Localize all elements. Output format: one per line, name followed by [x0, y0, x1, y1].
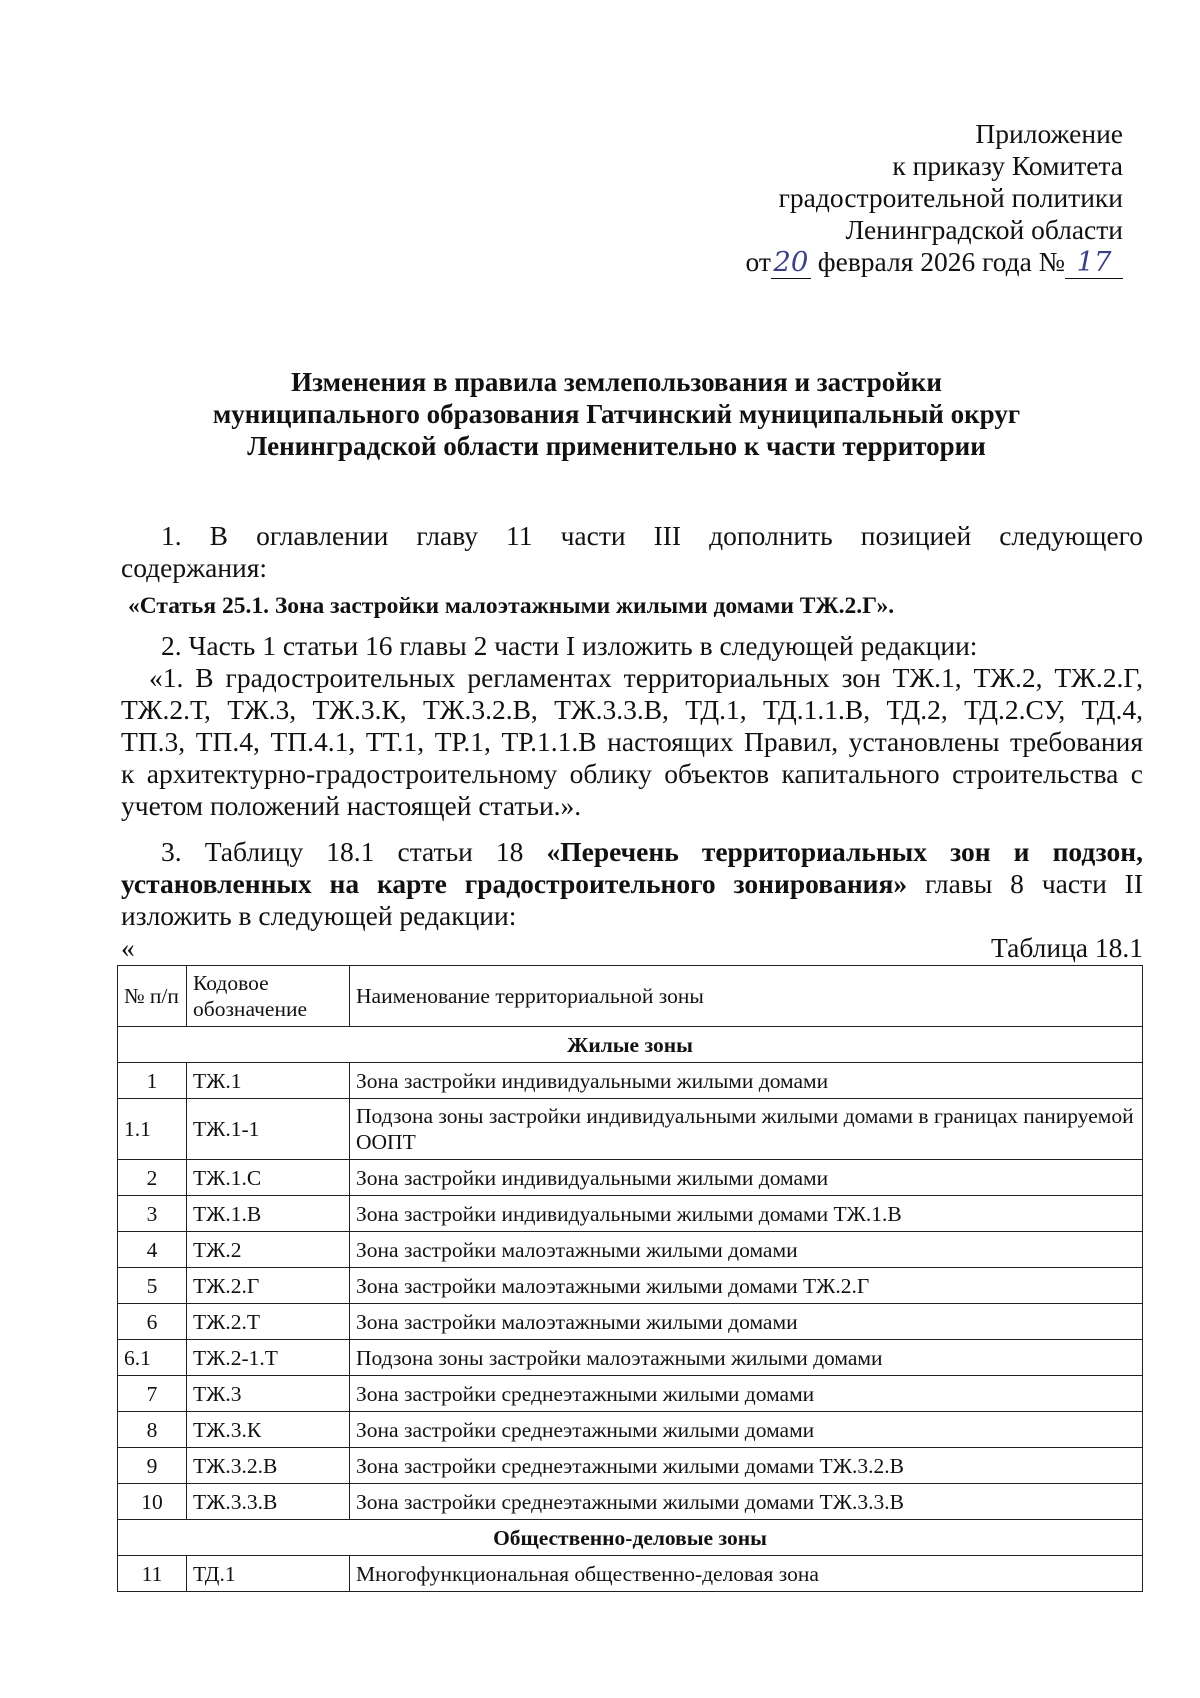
cell-name: Подзона зоны застройки малоэтажными жилыми домами [350, 1340, 1143, 1376]
paragraph-line [121, 868, 1143, 900]
cell-code: ТЖ.1.В [187, 1196, 350, 1232]
cell-name: Зона застройки индивидуальными жилыми домами [350, 1063, 1143, 1099]
cell-name: Зона застройки индивидуальными жилыми домами ТЖ.1.В [350, 1196, 1143, 1232]
table-row [118, 1484, 1143, 1520]
p3-lead: 3. Таблицу 18.1 статьи 18 [161, 836, 547, 867]
cell-num: 10 [118, 1484, 187, 1520]
cell-code: ТЖ.1-1 [187, 1099, 350, 1160]
cell-code: ТЖ.1 [187, 1063, 350, 1099]
cell-num: 5 [118, 1268, 187, 1304]
cell-code: ТД.1 [187, 1556, 350, 1592]
table-row [118, 1232, 1143, 1268]
date-prefix: от [745, 246, 771, 277]
document-title [110, 366, 1123, 462]
paragraph-line [121, 836, 1143, 868]
cell-name: Зона застройки среднеэтажными жилыми домами ТЖ.3.3.В [350, 1484, 1143, 1520]
title-line: Изменения в правила землепользования и застройки [291, 367, 942, 397]
cell-name: Зона застройки малоэтажными жилыми домами ТЖ.2.Г [350, 1268, 1143, 1304]
cell-code: ТЖ.2.Т [187, 1304, 350, 1340]
cell-num: 6 [118, 1304, 187, 1340]
opening-quote: « [121, 932, 135, 963]
title-line: Ленинградской области применительно к части территории [247, 431, 986, 461]
section-title: Жилые зоны [118, 1027, 1143, 1063]
header-name: Наименование территориальной зоны [350, 966, 1143, 1027]
cell-name: Зона застройки малоэтажными жилыми домами [350, 1232, 1143, 1268]
appendix-line: Приложение [975, 118, 1123, 149]
header-code: Кодовое обозначение [187, 966, 350, 1027]
cell-code: ТЖ.2.Г [187, 1268, 350, 1304]
section-title: Общественно-деловые зоны [118, 1520, 1143, 1556]
cell-name: Зона застройки среднеэтажными жилыми домами [350, 1376, 1143, 1412]
cell-code: ТЖ.2-1.Т [187, 1340, 350, 1376]
cell-name: Зона застройки среднеэтажными жилыми домами [350, 1412, 1143, 1448]
cell-num: 9 [118, 1448, 187, 1484]
paragraph-2 [121, 630, 1143, 822]
appendix-line: к приказу Комитета [892, 150, 1123, 181]
section-row [118, 1520, 1143, 1556]
table-row [118, 1556, 1143, 1592]
table-row [118, 1376, 1143, 1412]
paragraph-line: ТЖ.2.Т, ТЖ.3, ТЖ.3.К, ТЖ.3.2.В, ТЖ.3.3.В, ТД.1, ТД.1.1.В, ТД.2, ТД.2.СУ, ТД.4, [121, 694, 1143, 725]
cell-code: ТЖ.1.С [187, 1160, 350, 1196]
appendix-date-line [746, 246, 1123, 279]
table-row [118, 1099, 1143, 1160]
cell-code: ТЖ.3.3.В [187, 1484, 350, 1520]
paragraph-line: «1. В градостроительных регламентах территориальных зон ТЖ.1, ТЖ.2, ТЖ.2.Г, [149, 662, 1143, 693]
article-reference: «Статья 25.1. Зона застройки малоэтажными жилыми домами ТЖ.2.Г». [128, 593, 895, 619]
cell-num: 1.1 [118, 1099, 187, 1160]
table-row [118, 1268, 1143, 1304]
header-num: № п/п [118, 966, 187, 1027]
cell-code: ТЖ.2 [187, 1232, 350, 1268]
p3-bold-title: «Перечень территориальных зон и подзон, [546, 836, 1143, 867]
cell-code: ТЖ.3.2.В [187, 1448, 350, 1484]
table-header-row [118, 966, 1143, 1027]
paragraph-line: учетом положений настоящей статьи.». [121, 790, 582, 821]
cell-name: Зона застройки малоэтажными жилыми домами [350, 1304, 1143, 1340]
cell-code: ТЖ.3 [187, 1376, 350, 1412]
paragraph-line: 1. В оглавлении главу 11 части III дополнить позицией следующего [161, 520, 1143, 551]
cell-name: Зона застройки среднеэтажными жилыми домами ТЖ.3.2.В [350, 1448, 1143, 1484]
paragraph-line: к архитектурно-градостроительному облику объектов капитального строительства с [121, 758, 1143, 789]
paragraph-line: содержания: [121, 552, 268, 583]
table-row [118, 1340, 1143, 1376]
cell-num: 7 [118, 1376, 187, 1412]
table-caption: Таблица 18.1 [991, 932, 1143, 963]
cell-code: ТЖ.3.К [187, 1412, 350, 1448]
p3-tail: главы 8 части II [907, 868, 1143, 899]
handwritten-doc-number: 17 [1065, 246, 1123, 279]
cell-num: 4 [118, 1232, 187, 1268]
table-row [118, 1196, 1143, 1232]
section-row [118, 1027, 1143, 1063]
zones-table [117, 965, 1143, 1592]
cell-name: Зона застройки индивидуальными жилыми домами [350, 1160, 1143, 1196]
cell-num: 2 [118, 1160, 187, 1196]
p3-bold-title: установленных на карте градостроительного зонирования» [121, 868, 908, 899]
cell-num: 8 [118, 1412, 187, 1448]
cell-name: Многофункциональная общественно-деловая зона [350, 1556, 1143, 1592]
paragraph-line: 2. Часть 1 статьи 16 главы 2 части I изложить в следующей редакции: [161, 630, 978, 661]
handwritten-day: 20 [771, 246, 811, 279]
title-line: муниципального образования Гатчинский муниципальный округ [212, 399, 1021, 429]
cell-num: 6.1 [118, 1340, 187, 1376]
appendix-block [746, 118, 1123, 279]
paragraph-3 [121, 836, 1143, 932]
paragraph-1 [121, 520, 1143, 584]
table-row [118, 1448, 1143, 1484]
cell-num: 11 [118, 1556, 187, 1592]
table-row [118, 1160, 1143, 1196]
cell-name: Подзона зоны застройки индивидуальными жилыми домами в границах панируемой ООПТ [350, 1099, 1143, 1160]
cell-num: 1 [118, 1063, 187, 1099]
date-rest: февраля 2026 года № [810, 246, 1065, 277]
table-row [118, 1304, 1143, 1340]
cell-num: 3 [118, 1196, 187, 1232]
appendix-line: Ленинградской области [845, 214, 1123, 245]
appendix-line: градостроительной политики [778, 182, 1123, 213]
table-row [118, 1412, 1143, 1448]
paragraph-line: ТП.3, ТП.4, ТП.4.1, ТТ.1, ТР.1, ТР.1.1.В настоящих Правил, установлены требования [121, 726, 1143, 757]
paragraph-line: изложить в следующей редакции: [121, 900, 517, 931]
table-row [118, 1063, 1143, 1099]
